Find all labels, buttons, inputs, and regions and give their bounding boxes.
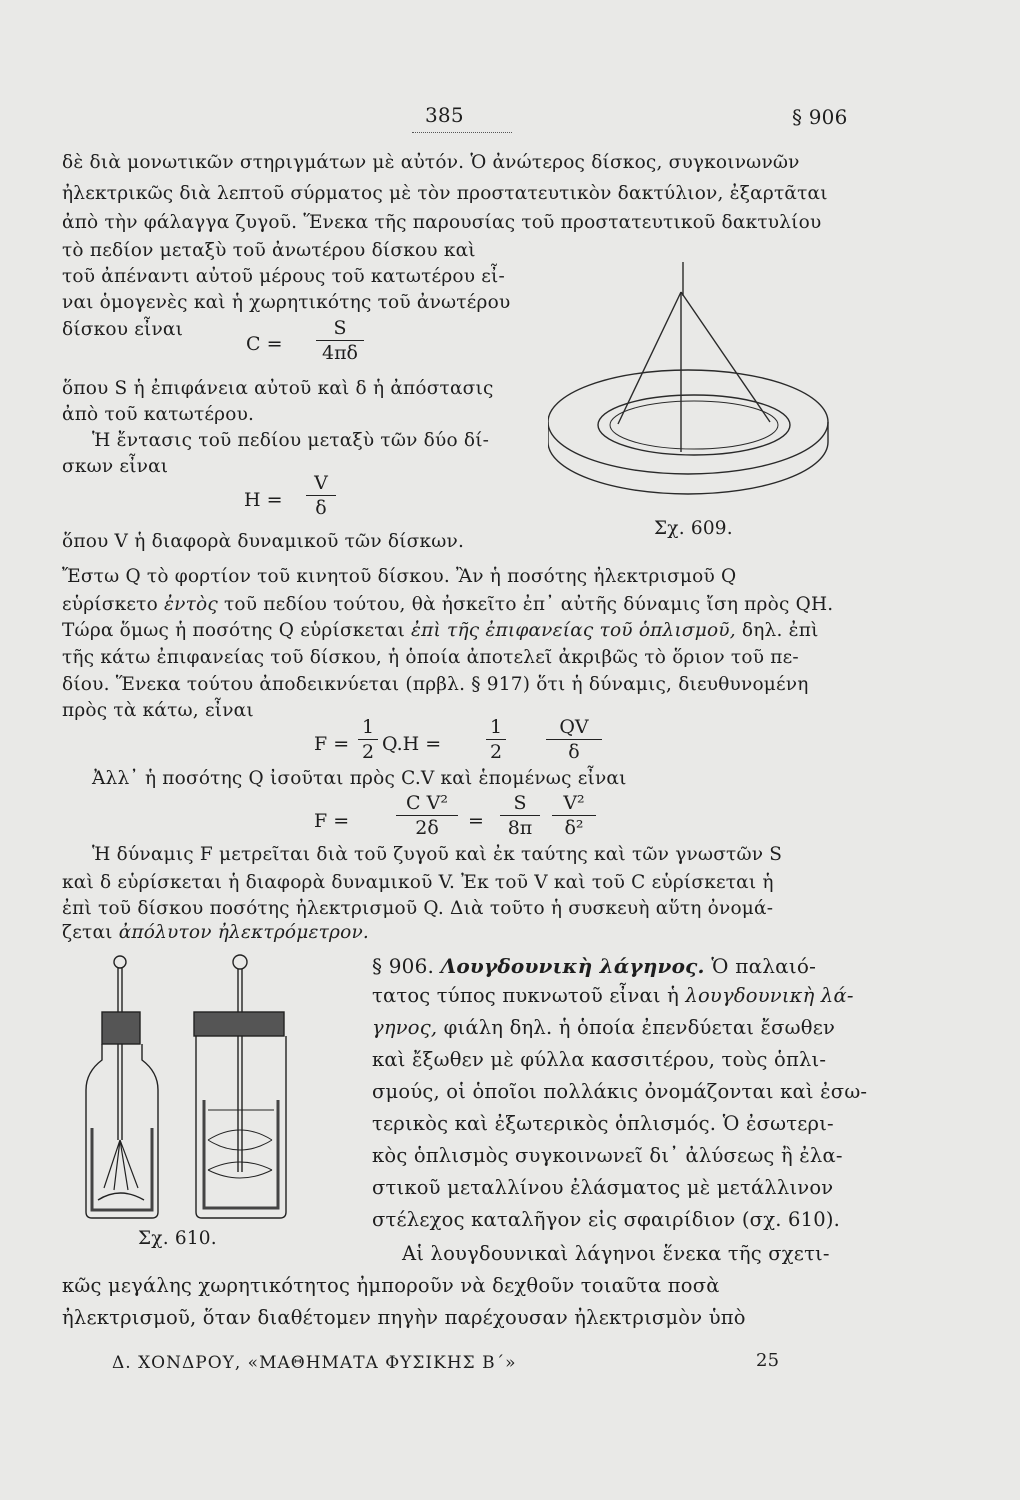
fraction-denominator: 2 xyxy=(489,741,503,763)
fraction-bar xyxy=(552,815,596,816)
chain-contact xyxy=(98,1193,144,1200)
text-line: τῆς κάτω ἐπιφανείας τοῦ δίσκου, ἡ ὁποία ἀποτελεῖ ἀκριβῶς τὸ ὅριον τοῦ πε- xyxy=(62,647,799,668)
text-span: τατος τύπος πυκνωτοῦ εἶναι ἡ xyxy=(372,984,686,1007)
fraction-bar xyxy=(316,340,364,341)
fraction-bar xyxy=(500,815,540,816)
tin-foil-coating xyxy=(204,1100,278,1208)
equation-c-lhs: C = xyxy=(246,333,283,355)
guard-ring-outer-top xyxy=(548,370,828,474)
text-span: Τώρα ὅμως ἡ ποσότης Q εὑρίσκεται xyxy=(62,620,411,641)
text-span: Ὁ παλαιό- xyxy=(704,954,817,978)
text-line: ὅπου S ἡ ἐπιφάνεια αὐτοῦ καὶ δ ἡ ἀπόστασις xyxy=(62,378,494,399)
equation-f1-half2 xyxy=(486,716,506,763)
chain-contact xyxy=(104,1140,138,1190)
text-line: σκων εἶναι xyxy=(62,456,169,477)
text-line: τοῦ ἀπέναντι αὐτοῦ μέρους τοῦ κατωτέρου εἶ- xyxy=(62,266,505,287)
fraction-bar xyxy=(546,739,602,740)
text-span: ζεται xyxy=(62,922,119,943)
equation-f1-half xyxy=(358,716,378,763)
fraction-bar xyxy=(358,739,378,740)
text-line xyxy=(62,594,833,616)
figure-610-caption: Σχ. 610. xyxy=(138,1228,217,1249)
text-line: ἠλεκτρικῶς διὰ λεπτοῦ σύρματος μὲ τὸν προστατευτικὸν δακτύλιον, ἐξαρτᾶται xyxy=(62,183,828,204)
text-line: Ἔστω Q τὸ φορτίον τοῦ κινητοῦ δίσκου. Ἂν ἡ ποσότης ἠλεκτρισμοῦ Q xyxy=(62,566,737,587)
jar-outline xyxy=(196,1036,286,1218)
italic-text: ἐντὸς xyxy=(164,594,218,615)
fraction-numerator: V xyxy=(314,472,328,494)
sphere-terminal xyxy=(233,955,247,969)
fraction-denominator: 2δ xyxy=(415,817,439,839)
fraction-denominator: 4πδ xyxy=(321,342,358,364)
section-number: § 906. xyxy=(372,954,435,978)
inner-disc-top xyxy=(610,401,778,449)
fraction-bar xyxy=(306,495,336,496)
text-line: Ἡ ἔντασις τοῦ πεδίου μεταξὺ τῶν δύο δί- xyxy=(92,430,490,451)
text-line: τερικὸς καὶ ἐξωτερικὸς ὁπλισμός. Ὁ ἐσωτερι- xyxy=(372,1112,834,1135)
text-line: δὲ διὰ μονωτικῶν στηριγμάτων μὲ αὐτόν. Ὁ ἀνώτερος δίσκος, συγκοινωνῶν xyxy=(62,152,800,173)
fraction-numerator: V² xyxy=(563,792,585,814)
text-span: εὑρίσκετο xyxy=(62,594,164,615)
text-line xyxy=(62,620,819,642)
inner-disc-edge xyxy=(598,395,790,455)
text-line xyxy=(372,1016,835,1040)
text-line: Αἱ λουγδουνικαὶ λάγηνοι ἕνεκα τῆς σχετι- xyxy=(402,1242,830,1265)
text-line: δίου. Ἕνεκα τούτου ἀποδεικνύεται (πρβλ. § 917) ὅτι ἡ δύναμις, διευθυνομένη xyxy=(62,674,809,695)
text-line xyxy=(62,922,369,944)
fraction-numerator: C V² xyxy=(406,792,448,814)
text-line: ὅπου V ἡ διαφορὰ δυναμικοῦ τῶν δίσκων. xyxy=(62,531,465,552)
fraction-bar xyxy=(486,739,506,740)
header-rule xyxy=(412,132,512,133)
text-line: ἀπὸ τοῦ κατωτέρου. xyxy=(62,404,255,425)
equation-h-fraction xyxy=(306,472,336,519)
italic-text: λουγδουνικὴ λά- xyxy=(685,984,854,1007)
fraction-numerator: 1 xyxy=(489,716,503,738)
equation-f2-term-b xyxy=(500,792,540,839)
italic-text: ἀπόλυτον ἠλεκτρόμετρον. xyxy=(118,922,369,943)
text-line: καὶ δ εὑρίσκεται ἡ διαφορὰ δυναμικοῦ V. Ἐκ τοῦ V καὶ τοῦ C εὑρίσκεται ἡ xyxy=(62,872,774,893)
italic-text: γηνος, xyxy=(372,1016,438,1039)
fraction-denominator: 2 xyxy=(361,741,375,763)
text-line: δίσκου εἶναι xyxy=(62,319,184,340)
equation-h-lhs: H = xyxy=(244,489,283,511)
fraction-denominator: δ xyxy=(315,497,327,519)
fraction-denominator: δ xyxy=(568,741,580,763)
footer-signature-number: 25 xyxy=(756,1350,780,1371)
text-line: πρὸς τὰ κάτω, εἶναι xyxy=(62,700,254,721)
text-line: ἠλεκτρισμοῦ, ὅταν διαθέτομεν πηγὴν παρέχουσαν ἠλεκτρισμὸν ὑπὸ xyxy=(62,1306,746,1329)
equation-c-fraction xyxy=(316,317,364,364)
figure-610-leyden-jars xyxy=(84,950,314,1230)
jar-lid xyxy=(194,1012,284,1036)
sphere-terminal xyxy=(114,956,126,968)
cork-stopper xyxy=(102,1012,140,1044)
fraction-numerator: 1 xyxy=(361,716,375,738)
text-line: στικοῦ μεταλλίνου ἐλάσματος μὲ μετάλλινον xyxy=(372,1176,834,1199)
text-line: κῶς μεγάλης χωρητικότητος ἠμποροῦν νὰ δεχθοῦν τοιαῦτα ποσὰ xyxy=(62,1274,720,1297)
guard-ring-side xyxy=(548,422,828,494)
metal-spring xyxy=(208,1162,272,1178)
text-line: καὶ ἔξωθεν μὲ φύλλα κασσιτέρου, τοὺς ὁπλι- xyxy=(372,1048,827,1071)
equation-f2-term-a xyxy=(396,792,458,839)
equation-f2-lhs: F = xyxy=(314,810,350,832)
text-line: ναι ὁμογενὲς καὶ ἡ χωρητικότης τοῦ ἀνωτέρου xyxy=(62,292,511,313)
text-span: τοῦ πεδίου τούτου, θὰ ἠσκεῖτο ἐπ᾽ αὐτῆς δύναμις ἴση πρὸς QH. xyxy=(217,594,834,615)
section-marker: § 906 xyxy=(792,105,848,129)
text-line xyxy=(372,984,854,1008)
figure-609-caption: Σχ. 609. xyxy=(654,518,733,539)
fraction-numerator: S xyxy=(513,792,527,814)
text-span: φιάλη δηλ. ἡ ὁποία ἐπενδύεται ἔσωθεν xyxy=(437,1016,836,1039)
text-line: ἀπὸ τὴν φάλαγγα ζυγοῦ. Ἕνεκα τῆς παρουσίας τοῦ προστατευτικοῦ δακτυλίου xyxy=(62,212,822,233)
fraction-denominator: δ² xyxy=(564,817,584,839)
text-line: σμούς, οἱ ὁποῖοι πολλάκις ὀνομάζονται καὶ ἐσω- xyxy=(372,1080,868,1103)
text-line: Ἡ δύναμις F μετρεῖται διὰ τοῦ ζυγοῦ καὶ ἐκ ταύτης καὶ τῶν γνωστῶν S xyxy=(92,844,783,865)
section-906-heading xyxy=(372,954,816,978)
text-span: δηλ. ἐπὶ xyxy=(735,620,819,641)
footer-author-title: Δ. ΧΟΝΔΡΟΥ, «ΜΑΘΗΜΑΤΑ ΦΥΣΙΚΗΣ Β΄» xyxy=(112,1353,517,1373)
page-number: 385 xyxy=(425,103,464,127)
text-line: ἐπὶ τοῦ δίσκου ποσότης ἠλεκτρισμοῦ Q. Διὰ τοῦτο ἡ συσκευὴ αὕτη ὀνομά- xyxy=(62,898,774,919)
fraction-numerator: S xyxy=(333,317,347,339)
equation-f1-qv xyxy=(546,716,602,763)
equation-f2-equals: = xyxy=(468,810,484,832)
text-line: κὸς ὁπλισμὸς συγκοινωνεῖ δι᾽ ἀλύσεως ἢ ἐλα- xyxy=(372,1144,843,1167)
metal-spring xyxy=(208,1130,272,1150)
section-title: Λουγδουνικὴ λάγηνος. xyxy=(440,954,705,978)
fraction-bar xyxy=(396,815,458,816)
text-line: στέλεχος καταλῆγον εἰς σφαιρίδιον (σχ. 610). xyxy=(372,1208,841,1231)
equation-f1-lhs: F = xyxy=(314,733,350,755)
italic-text: ἐπὶ τῆς ἐπιφανείας τοῦ ὁπλισμοῦ, xyxy=(411,620,736,641)
equation-f1-mid: Q.H = xyxy=(382,733,442,755)
fraction-numerator: QV xyxy=(559,716,589,738)
fraction-denominator: 8π xyxy=(507,817,533,839)
text-line: τὸ πεδίον μεταξὺ τοῦ ἀνωτέρου δίσκου καὶ xyxy=(62,240,476,261)
text-line: Ἀλλ᾽ ἡ ποσότης Q ἰσοῦται πρὸς C.V καὶ ἑπομένως εἶναι xyxy=(92,768,627,789)
equation-f2-term-c xyxy=(552,792,596,839)
figure-609-absolute-electrometer xyxy=(548,262,848,532)
